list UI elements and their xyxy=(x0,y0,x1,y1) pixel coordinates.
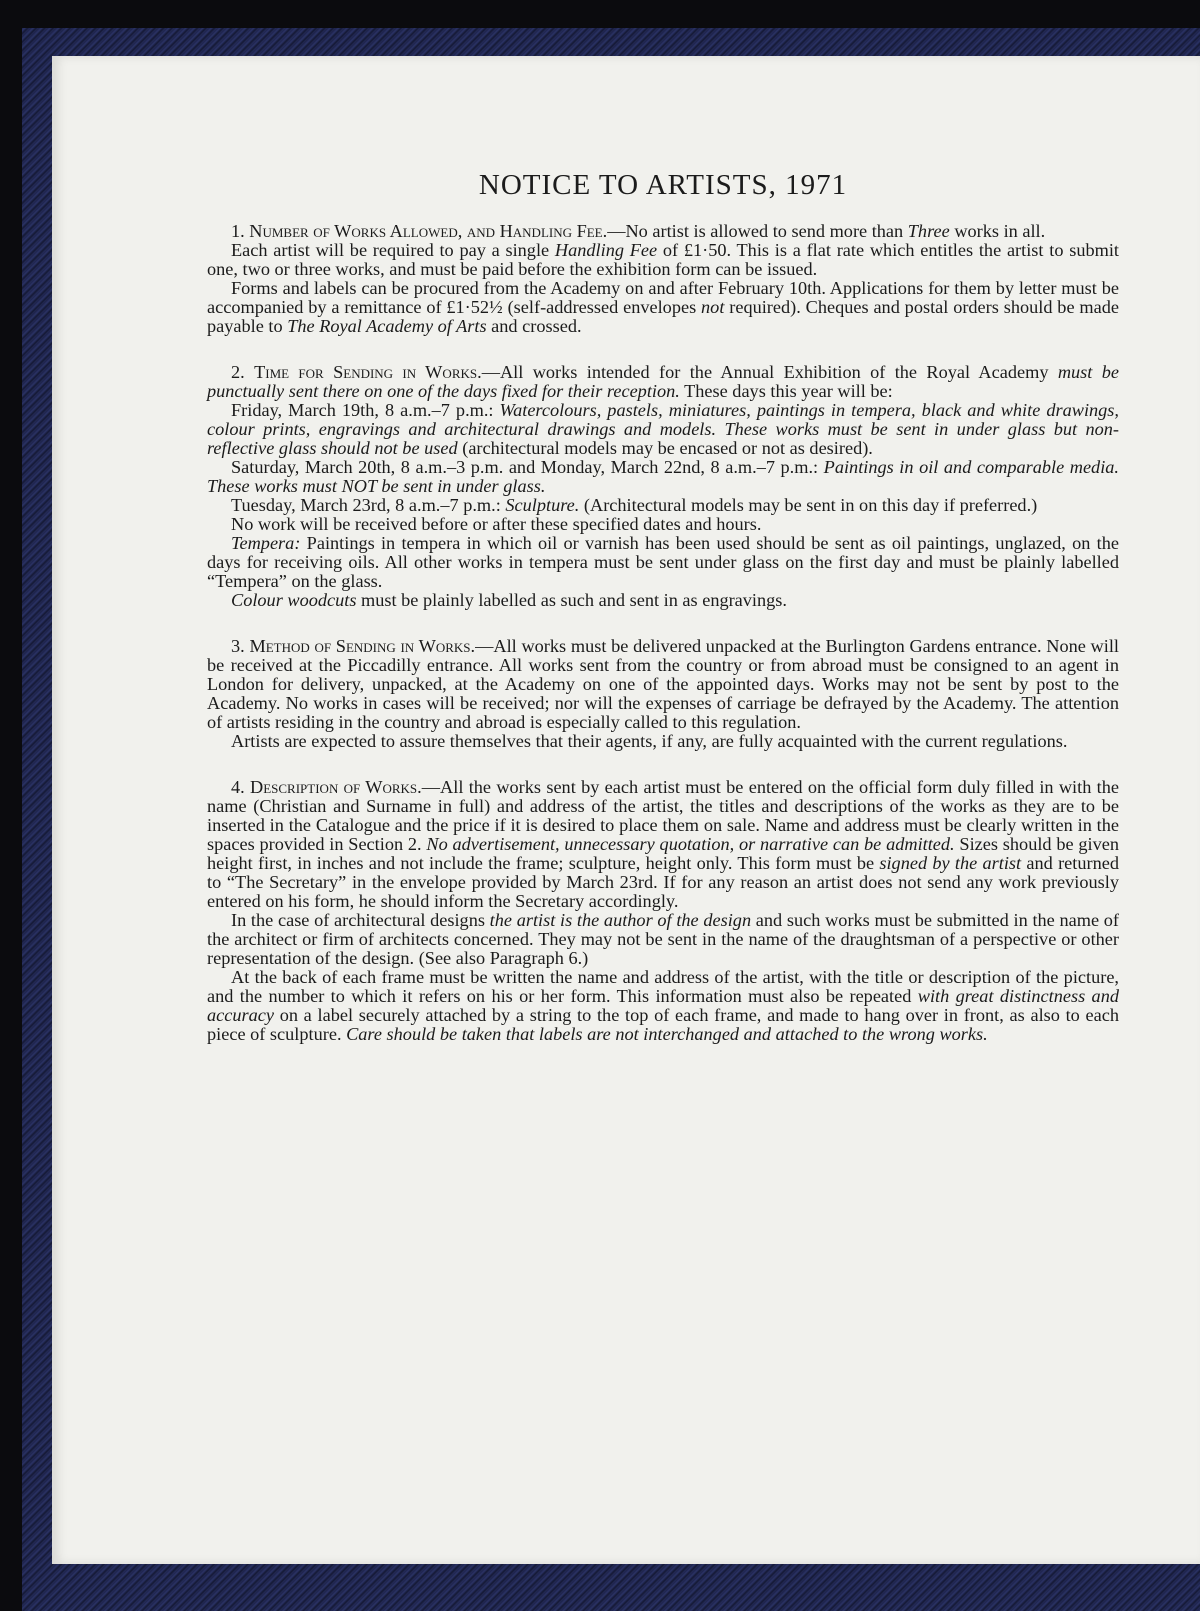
paragraph xyxy=(207,401,1119,458)
book-page xyxy=(52,56,1200,1564)
text-run: required). Cheques and postal orders should be made payable to xyxy=(207,297,1119,336)
text-run: Friday, March 19th, 8 a.m.–7 p.m.: xyxy=(231,400,500,420)
text-run: No work will be received before or after these specified dates and hours. xyxy=(231,514,762,534)
notice-sections xyxy=(207,222,1119,1044)
text-run: (Architectural models may be sent in on this day if preferred.) xyxy=(579,495,1038,515)
text-run: of £1·50. This is a flat rate which entitles the artist to submit one, two or three works, and must be paid before the exhibition form can be issued. xyxy=(207,240,1119,279)
text-run: 1. xyxy=(231,221,250,241)
paragraph xyxy=(207,637,1119,732)
italic-text: Care should be taken that labels are not interchanged and attached to the wrong works. xyxy=(346,1024,988,1044)
paragraph xyxy=(207,363,1119,401)
notice-section-2 xyxy=(207,363,1119,610)
text-run: Artists are expected to assure themselves that their agents, if any, are fully acquainted with the current regulations. xyxy=(231,731,1068,751)
notice-section-4 xyxy=(207,778,1119,1044)
text-run: 4. xyxy=(231,777,251,797)
paragraph xyxy=(207,241,1119,279)
italic-text: The Royal Academy of Arts xyxy=(287,316,487,336)
text-run: —All works intended for the Annual Exhibition of the Royal Academy xyxy=(481,362,1058,382)
italic-text: the artist is the author of the design xyxy=(489,910,752,930)
section-heading: Method of Sending in Works. xyxy=(249,636,476,656)
paragraph xyxy=(207,968,1119,1044)
text-run: must be plainly labelled as such and sent in as engravings. xyxy=(356,590,787,610)
notice-content xyxy=(207,169,1119,1071)
paragraph xyxy=(207,222,1119,241)
paragraph xyxy=(207,515,1119,534)
section-heading: Time for Sending in Works. xyxy=(254,362,482,382)
text-run: Tuesday, March 23rd, 8 a.m.–7 p.m.: xyxy=(231,495,506,515)
text-run: 2. xyxy=(231,362,255,382)
text-run: These days this year will be: xyxy=(679,381,893,401)
notice-section-1 xyxy=(207,222,1119,336)
text-run: and returned to “The Secretary” in the envelope provided by March 23rd. If for any reason an artist does not send any work previously entered on his form, he should inform the Secretary accordingly. xyxy=(207,853,1119,911)
paragraph xyxy=(207,496,1119,515)
italic-text: Watercolours, pastels, miniatures, paintings in tempera, black and white drawings, colour prints, engravings and architectural drawings and models. These works must be sent in under glass but non-reflective glass should not be used xyxy=(207,400,1119,458)
italic-text: signed by the artist xyxy=(879,853,1022,873)
text-run: Forms and labels can be procured from the Academy on and after February 10th. Applications for them by letter must be accompanied by a remittance of £1·52½ (self-addressed envelopes xyxy=(207,278,1119,317)
italic-text: must be punctually sent there on one of the days fixed for their reception. xyxy=(207,362,1119,401)
paragraph xyxy=(207,911,1119,968)
paragraph xyxy=(207,534,1119,591)
section-heading: Description of Works. xyxy=(250,777,422,797)
paragraph xyxy=(207,458,1119,496)
text-run: —All works must be delivered unpacked at the Burlington Gardens entrance. None will be received at the Piccadilly entrance. All works sent from the country or from abroad must be consigned to an agent in London for delivery, unpacked, at the Academy on one of the appointed days. Works may not be sent by post to the Academy. No works in cases will be received; nor will the expenses of carriage be defrayed by the Academy. The attention of artists residing in the country and abroad is especially called to this regulation. xyxy=(207,636,1120,732)
italic-text: Colour woodcuts xyxy=(231,590,357,610)
text-run: —All the works sent by each artist must be entered on the official form duly filled in with the name (Christian and Surname in full) and address of the artist, the titles and descriptions of the works as they are to be inserted in the Catalogue and the price if it is desired to place them on sale. Name and address must be clearly written in the spaces provided in Section 2. xyxy=(207,777,1119,854)
paragraph xyxy=(207,591,1119,610)
italic-text: with great distinctness and accuracy xyxy=(207,986,1119,1025)
page-title: NOTICE TO ARTISTS, 1971 xyxy=(478,169,848,201)
text-run: Sizes should be given height first, in inches and not include the frame; sculpture, height only. This form must be xyxy=(207,834,1119,873)
text-run: At the back of each frame must be written the name and address of the artist, with the title or description of the picture, and the number to which it refers on his or her form. This information must also be repeated xyxy=(207,967,1119,1006)
italic-text: No advertisement, unnecessary quotation, or narrative can be admitted. xyxy=(426,834,955,854)
notice-section-3 xyxy=(207,637,1119,751)
text-run: Each artist will be required to pay a single xyxy=(231,240,555,260)
text-run: and crossed. xyxy=(486,316,582,336)
italic-text: not xyxy=(701,297,725,317)
text-run: on a label securely attached by a string to the top of each frame, and made to hang over in front, as also to each piece of sculpture. xyxy=(207,1005,1119,1044)
text-run: works in all. xyxy=(949,221,1046,241)
section-heading: Number of Works Allowed, and Handling Fee. xyxy=(249,221,608,241)
paragraph xyxy=(207,778,1119,911)
text-run: Paintings in tempera in which oil or varnish has been used should be sent as oil paintings, unglazed, on the days for receiving oils. All other works in tempera must be sent under glass on the first day and must be plainly labelled “Tempera” on the glass. xyxy=(207,533,1119,591)
text-run: (architectural models may be encased or not as desired). xyxy=(457,438,873,458)
paragraph xyxy=(207,732,1119,751)
text-run: and such works must be submitted in the name of the architect or firm of architects concerned. They may not be sent in the name of the draughtsman of a perspective or other representation of the design. (See also Paragraph 6.) xyxy=(207,910,1119,968)
text-run: In the case of architectural designs xyxy=(231,910,490,930)
text-run: Saturday, March 20th, 8 a.m.–3 p.m. and Monday, March 22nd, 8 a.m.–7 p.m.: xyxy=(231,457,824,477)
paragraph xyxy=(207,279,1119,336)
italic-text: Sculpture. xyxy=(505,495,580,515)
italic-text: Tempera: xyxy=(231,533,301,553)
italic-text: Paintings in oil and comparable media. These works must NOT be sent in under glass. xyxy=(207,457,1119,496)
text-run: —No artist is allowed to send more than xyxy=(607,221,908,241)
italic-text: Three xyxy=(907,221,950,241)
text-run: 3. xyxy=(231,636,250,656)
italic-text: Handling Fee xyxy=(554,240,658,260)
